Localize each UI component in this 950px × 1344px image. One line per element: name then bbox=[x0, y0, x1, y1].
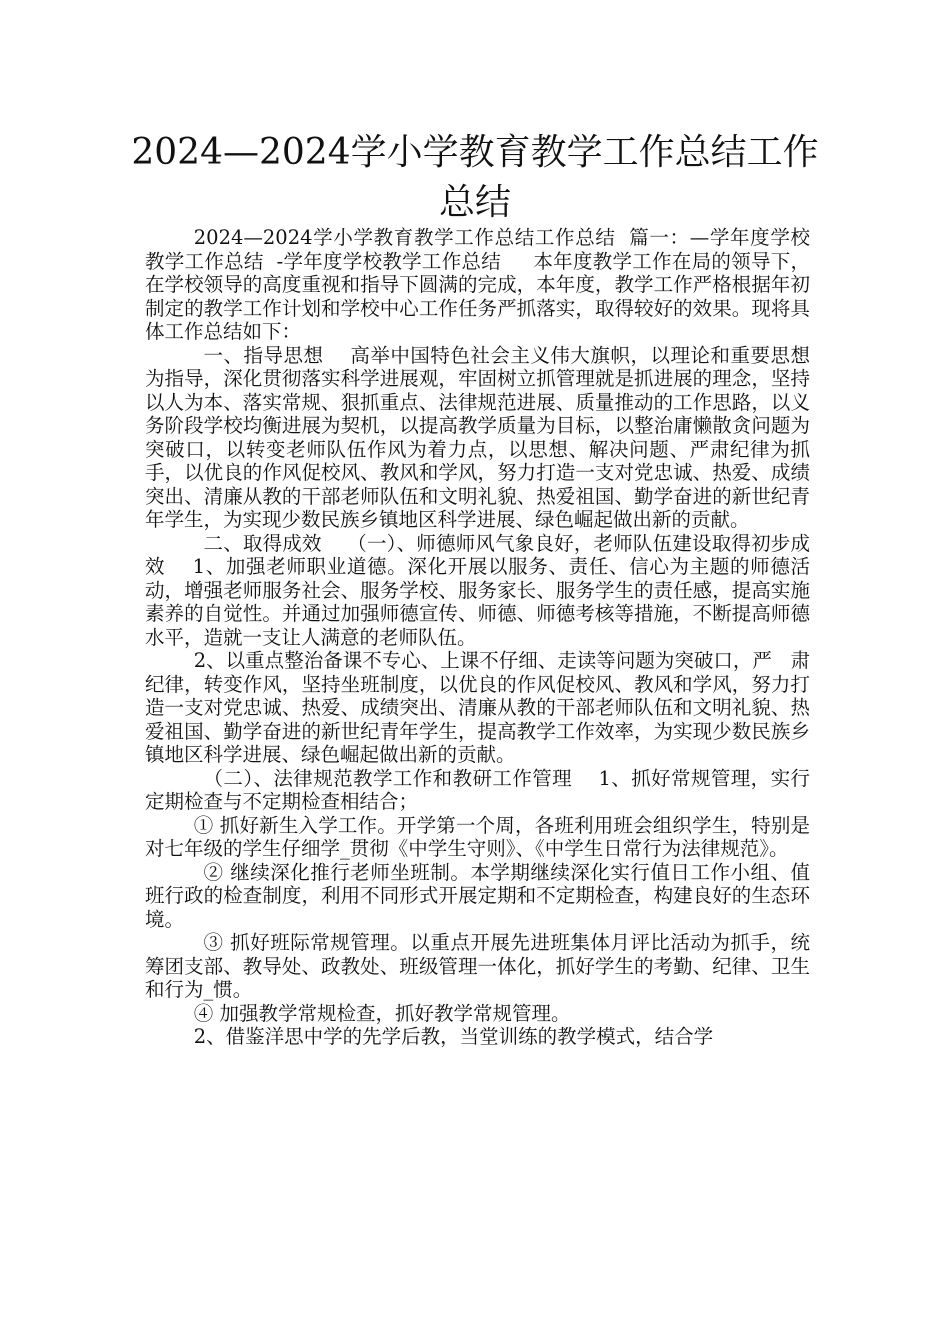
paragraph-point-1: ① 抓好新生入学工作。开学第一个周，各班利用班会组织学生，特别是对七年级的学生仔细学_贯彻《中学生守则》、《中学生日常行为法律规范》。 bbox=[145, 813, 810, 860]
document-body bbox=[145, 226, 810, 1049]
paragraph-item-2: 2、以重点整治备课不专心、上课不仔细、走读等问题为突破口，严 肃纪律，转变作风，坚持坐班制度，以优良的作风促校风、教风和学风，努力打造一支对党忠诚、热爱、成绩突出、清廉从教的干部老师队伍和文明礼貌、热爱祖国、勤学奋进的新世纪青年学生，提高教学工作效率，为实现少数民族乡镇地区科学进展、绿色崛起做出新的贡献。 bbox=[145, 649, 810, 766]
paragraph-guiding-thought: 一、指导思想 高举中国特色社会主义伟大旗帜，以理论和重要思想为指导，深化贯彻落实科学进展观，牢固树立抓管理就是抓进展的理念，坚持以人为本、落实常规、狠抓重点、法律规范进展、质量推动的工作思路，以义务阶段学校均衡进展为契机，以提高教学质量为目标，以整治庸懒散贪问题为突破口，以转变老师队伍作风为着力点，以思想、解决问题、严肃纪律为抓手，以优良的作风促校风、教风和学风，努力打造一支对党忠诚、热爱、成绩突出、清廉从教的干部老师队伍和文明礼貌、热爱祖国、勤学奋进的新世纪青年学生，为实现少数民族乡镇地区科学进展、绿色崛起做出新的贡献。 bbox=[145, 343, 810, 531]
document-title: 2024—2024学小学教育教学工作总结工作总结 bbox=[131, 132, 819, 223]
paragraph-item-2b: 2、借鉴洋思中学的先学后教，当堂训练的教学模式，结合学 bbox=[193, 1025, 714, 1048]
paragraph-point-3: ③ 抓好班际常规管理。以重点开展先进班集体月评比活动为抓手，统筹团支部、教导处、政教处、班级管理一体化，抓好学生的考勤、纪律、卫生和行为_惯。 bbox=[145, 931, 810, 1001]
paragraph-point-2: ② 继续深化推行老师坐班制。本学期继续深化实行值日工作小组、值班行政的检查制度，利用不同形式开展定期和不定期检查，构建良好的生态环境。 bbox=[145, 860, 810, 931]
paragraph-point-4: ④ 加强教学常规检查，抓好教学常规管理。 bbox=[193, 1001, 571, 1025]
paragraph-section-2: （二）、法律规范教学工作和教研工作管理 1、抓好常规管理，实行定期检查与不定期检查相结合； bbox=[145, 766, 810, 813]
paragraph-achievements: 二、取得成效 （一）、师德师风气象良好，老师队伍建设取得初步成效 1、加强老师职业道德。深化开展以服务、责任、信心为主题的师德活动，增强老师服务社会、服务学校、服务家长、服务学生的责任感，提高实施素养的自觉性。并通过加强师德宣传、师德、师德考核等措施，不断提高师德水平，造就一支让人满意的老师队伍。 bbox=[145, 531, 810, 649]
paragraph-intro: 2024—2024学小学教育教学工作总结工作总结 篇一：—学年度学校教学工作总结 -学年度学校教学工作总结 本年度教学工作在局的领导下，在学校领导的高度重视和指导下圆满的完成，本年度，教学工作严格根据年初制定的教学工作计划和学校中心工作任务严抓落实，取得较好的效果。现将具体工作总结如下： bbox=[145, 226, 810, 343]
